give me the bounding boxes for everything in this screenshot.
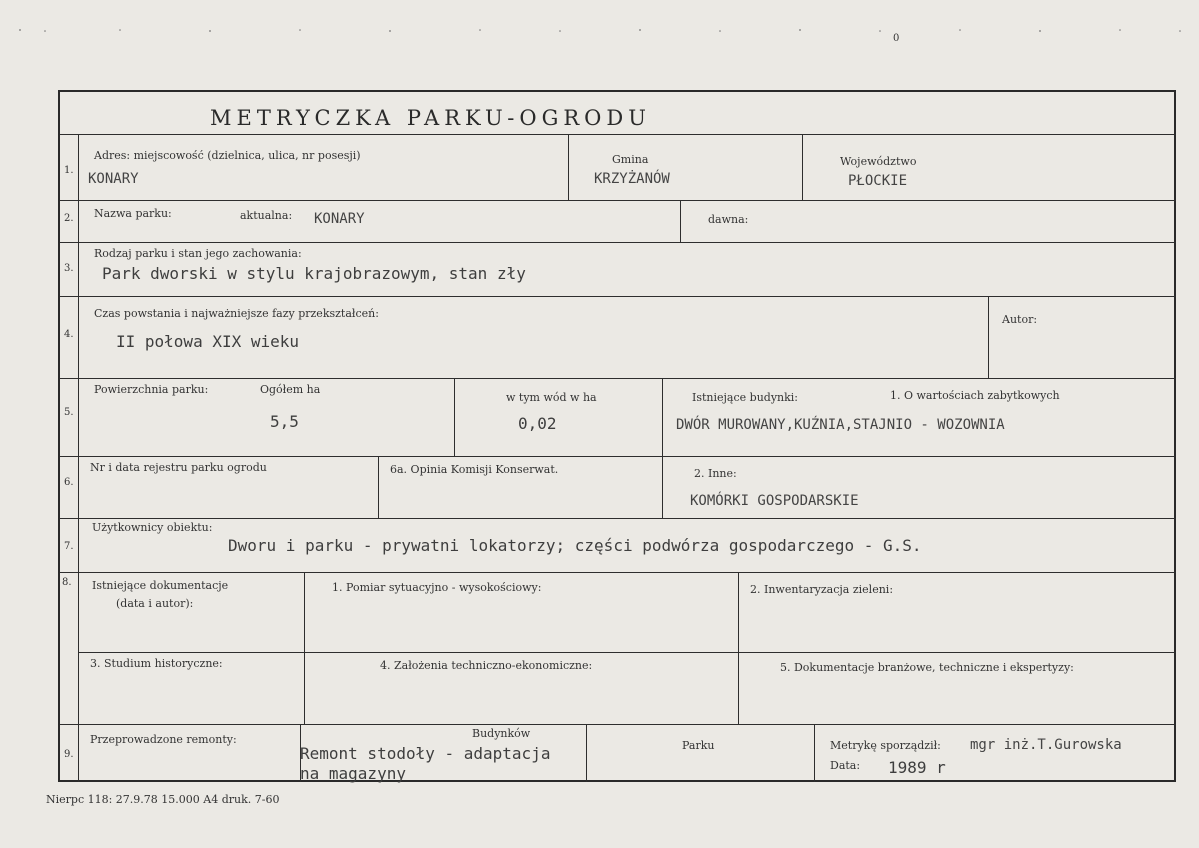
monument-buildings-label: 1. O wartościach zabytkowych [890,389,1060,402]
monument-buildings-value: DWÓR MUROWANY,KUŹNIA,STAJNIO - WOZOWNIA [676,417,1005,433]
water-area-label: w tym wód w ha [506,391,597,404]
park-name-label: Nazwa parku: [94,207,172,220]
existing-buildings-label: Istniejące budynki: [692,391,799,404]
row-number-8: 8. [62,577,72,588]
total-area-label: Ogółem ha [260,383,321,396]
park-type-value: Park dworski w stylu krajobrazowym, stan zły [102,264,526,283]
row-number-2: 2. [64,213,74,224]
current-name-label: aktualna: [240,209,293,222]
number-column-divider [78,134,79,782]
address-label: Adres: miejscowość (dzielnica, ulica, nr posesji) [94,149,361,162]
form-title: METRYCZKA PARKU-OGRODU [210,106,651,130]
repairs-label: Przeprowadzone remonty: [90,733,237,746]
existing-docs-label: Istniejące dokumentacje [92,579,229,592]
tech-econ-label: 4. Założenia techniczno-ekonomiczne: [380,659,593,672]
park-type-label: Rodzaj parku i stan jego zachowania: [94,247,302,260]
former-name-label: dawna: [708,213,749,226]
park-repairs-label: Parku [682,739,715,752]
row-number-9: 9. [64,749,74,760]
other-buildings-value: KOMÓRKI GOSPODARSKIE [690,493,859,509]
register-label: Nr i data rejestru parku ogrodu [90,461,267,474]
buildings-repairs-value-1: Remont stodoły - adaptacja [300,744,551,763]
history-study-label: 3. Studium historyczne: [90,657,223,670]
row-number-5: 5. [64,407,74,418]
total-area-value: 5,5 [270,412,299,431]
date-label: Data: [830,759,861,772]
existing-docs-sublabel: (data i autor): [116,597,194,610]
area-label: Powierzchnia parku: [94,383,209,396]
address-value: KONARY [88,171,139,187]
corner-mark: 0 [893,33,900,44]
water-area-value: 0,02 [518,414,557,433]
author-label: Autor: [1002,313,1038,326]
users-value: Dworu i parku - prywatni lokatorzy; części podwórza gospodarczego - G.S. [228,536,922,555]
gmina-label: Gmina [612,153,649,166]
form-table [58,90,1176,782]
inventory-doc-label: 2. Inwentaryzacja zieleni: [750,583,894,596]
buildings-repairs-label: Budynków [472,727,531,740]
print-footer: Nierpc 118: 27.9.78 15.000 A4 druk. 7-60 [46,793,280,806]
gmina-value: KRZYŻANÓW [594,171,670,187]
other-buildings-label: 2. Inne: [694,467,737,480]
row-number-6: 6. [64,477,74,488]
voivodeship-value: PŁOCKIE [848,173,908,189]
buildings-repairs-value-2: na magazyny [300,764,406,783]
prepared-by-label: Metrykę sporządził: [830,739,941,752]
row-number-1: 1. [64,165,74,176]
creation-time-value: II połowa XIX wieku [116,332,300,351]
date-value: 1989 r [888,758,946,777]
creation-time-label: Czas powstania i najważniejsze fazy przekształceń: [94,307,379,320]
survey-doc-label: 1. Pomiar sytuacyjno - wysokościowy: [332,581,542,594]
current-name-value: KONARY [314,211,365,227]
row-number-3: 3. [64,263,74,274]
row-number-4: 4. [64,329,74,340]
conservator-opinion-label: 6a. Opinia Komisji Konserwat. [390,463,559,476]
voivodeship-label: Województwo [840,155,917,168]
top-speckle-decoration [0,0,1199,60]
row-number-7: 7. [64,541,74,552]
users-label: Użytkownicy obiektu: [92,521,213,534]
branch-docs-label: 5. Dokumentacje branżowe, techniczne i ekspertyzy: [780,661,1074,674]
prepared-by-value: mgr inż.T.Gurowska [970,737,1122,753]
